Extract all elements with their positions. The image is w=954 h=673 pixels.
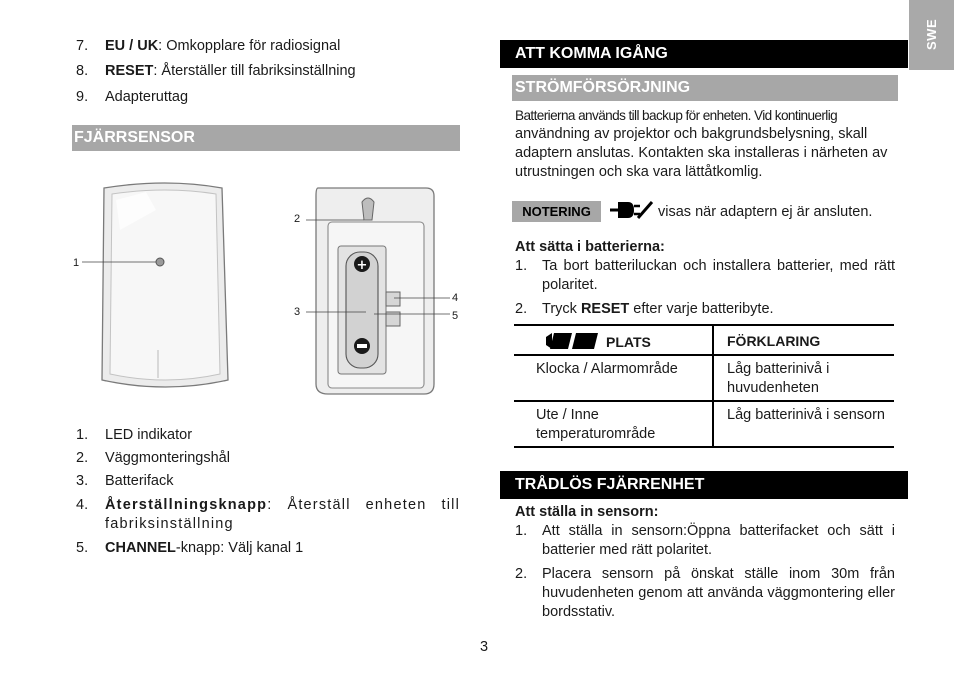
list-item-text: Placera sensorn på önskat ställe inom 30m från huvudenheten genom att använda väggmontering eller bordsstativ. [542,566,895,620]
power-paragraph: användning av projektor och bakgrundsbelysning, skall adaptern anslutas. Kontakten ska installeras i närheten av utrustningen och ska vara lättåtkomlig. [515,126,888,180]
table-cell: Låg batterinivå i huvudenheten [713,355,894,401]
list-item: 1. [515,258,528,274]
language-tab [909,0,954,70]
note-badge: NOTERING [512,201,601,222]
list-item-text: Ta bort batteriluckan och installera batterier, med rätt polaritet. [542,258,895,293]
svg-text:+: + [356,258,368,273]
setup-sensor-heading: Att ställa in sensorn: [515,504,659,520]
table-header-explanation: FÖRKLARING [713,325,894,355]
list-item-text: Att ställa in sensorn:Öppna batterifacket och sätt i batterier med rätt polaritet. [542,523,895,558]
callout-label: 3 [294,306,301,318]
table-cell: Låg batterinivå i sensorn [713,401,894,447]
wall-mount-hole-icon [362,198,374,220]
list-item: 2. [515,566,528,582]
sensor-front-view [102,183,228,387]
section-heading-power: STRÖMFÖRSÖRJNING [512,75,898,101]
callout-label: 5 [452,310,459,322]
table-cell: Ute / Inne temperaturområde [514,401,713,447]
battery-low-icon [542,332,598,350]
table-row [514,401,894,447]
led-indicator-icon [156,258,164,266]
table-header-location: PLATS [514,325,713,355]
reset-button [386,292,400,306]
section-heading-wireless: TRÅDLÖS FJÄRRENHET [500,471,908,499]
list-item-text: Tryck RESET efter varje batteribyte. [542,301,774,317]
callout-label: 2 [294,213,301,225]
section-heading-remote-sensor: FJÄRRSENSOR [72,125,460,151]
sensor-back-view [316,188,434,394]
table-cell: Klocka / Alarmområde [514,355,713,401]
list-item: 1. [515,523,528,539]
table-row [514,355,894,401]
language-tab-label: SWE [924,18,939,50]
page-number: 3 [480,639,489,655]
note-text: visas när adaptern ej är ansluten. [658,204,873,220]
power-plug-icon [608,198,654,222]
insert-batteries-heading: Att sätta i batterierna: [515,239,665,255]
battery-table [514,324,894,448]
list-item: 2. [515,301,528,317]
callout-label: 4 [452,292,459,304]
section-heading-getting-started: ATT KOMMA IGÅNG [500,40,908,68]
callout-label: 1 [73,257,80,269]
power-paragraph-line-1: Batterierna används till backup för enheten. Vid kontinuerlig [515,108,838,123]
remote-sensor-illustration [76,180,460,410]
